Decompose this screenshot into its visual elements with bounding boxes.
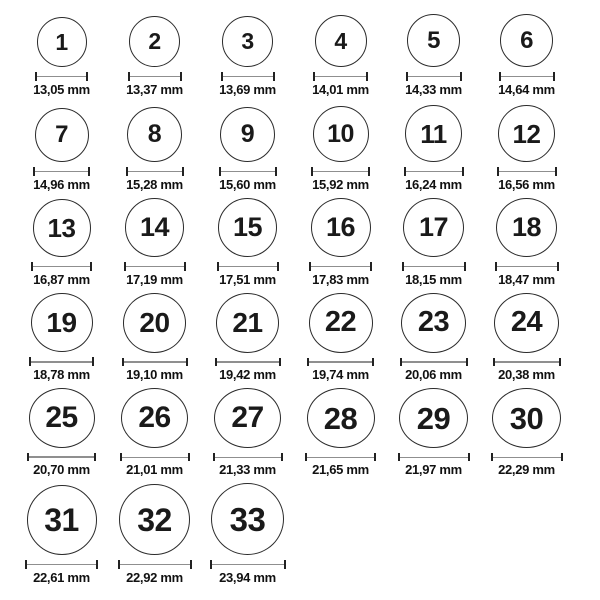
ring-size-cell [201, 198, 294, 293]
ring-size-cell [201, 8, 294, 103]
ring-circle [307, 388, 375, 448]
diameter-label: 14,01 mm [312, 82, 369, 98]
size-row [15, 483, 600, 600]
diameter-dimension-line [215, 358, 281, 367]
ring-size-number: 32 [137, 501, 172, 538]
ring-size-number: 10 [327, 119, 354, 148]
ring-size-number: 12 [512, 118, 541, 149]
ring-circle [313, 106, 369, 162]
diameter-label: 15,28 mm [126, 177, 183, 193]
ring-size-number: 1 [55, 28, 68, 55]
diameter-dimension-line [309, 262, 372, 271]
diameter-dimension-line [35, 72, 88, 81]
ring-circle [401, 293, 466, 353]
ring-circle [127, 107, 182, 162]
ring-size-cell [108, 293, 201, 388]
ring-size-number: 31 [44, 502, 79, 539]
ring-size-cell [15, 103, 108, 198]
diameter-label: 19,42 mm [219, 367, 276, 383]
diameter-label: 13,37 mm [126, 82, 183, 98]
diameter-dimension-line [124, 262, 186, 271]
diameter-dimension-line [217, 262, 279, 271]
ring-size-number: 26 [138, 401, 171, 435]
ring-circle [119, 484, 190, 555]
diameter-label: 22,92 mm [126, 570, 183, 586]
ring-size-number: 23 [417, 306, 450, 339]
diameter-label: 18,47 mm [498, 272, 555, 288]
diameter-label: 17,51 mm [219, 272, 276, 288]
ring-size-number: 6 [520, 26, 533, 54]
ring-size-cell [294, 198, 387, 293]
ring-size-cell [480, 388, 573, 483]
ring-circle [218, 198, 277, 257]
ring-size-cell [15, 388, 108, 483]
diameter-label: 21,33 mm [219, 462, 276, 478]
ring-circle [492, 388, 561, 448]
ring-circle [220, 107, 275, 162]
diameter-label: 23,94 mm [219, 570, 276, 586]
ring-size-number: 27 [231, 401, 264, 435]
diameter-dimension-line [497, 167, 557, 176]
ring-size-number: 20 [139, 306, 170, 338]
diameter-label: 18,15 mm [405, 272, 462, 288]
ring-size-cell [387, 293, 480, 388]
ring-size-number: 15 [232, 212, 263, 243]
ring-circle [311, 198, 371, 257]
ring-circle [216, 293, 279, 353]
ring-size-cell [15, 8, 108, 103]
ring-size-cell [108, 103, 201, 198]
ring-circle [123, 293, 186, 353]
ring-size-cell [15, 293, 108, 388]
diameter-label: 20,70 mm [33, 462, 90, 478]
ring-size-number: 4 [334, 27, 347, 54]
ring-size-number: 24 [510, 306, 543, 339]
ring-circle [37, 17, 87, 67]
diameter-label: 21,01 mm [126, 462, 183, 478]
diameter-dimension-line [313, 72, 368, 81]
ring-size-cell [201, 293, 294, 388]
diameter-label: 17,19 mm [126, 272, 183, 288]
ring-circle [405, 105, 462, 162]
ring-size-cell [201, 388, 294, 483]
diameter-dimension-line [219, 167, 277, 176]
ring-circle [31, 293, 93, 352]
ring-circle [494, 293, 559, 353]
diameter-label: 20,06 mm [405, 367, 462, 383]
ring-size-cell [108, 8, 201, 103]
ring-size-number: 29 [416, 400, 451, 436]
diameter-label: 19,74 mm [312, 367, 369, 383]
ring-size-cell [15, 483, 108, 600]
diameter-dimension-line [25, 560, 98, 569]
ring-size-number: 13 [47, 213, 76, 244]
diameter-label: 22,29 mm [498, 462, 555, 478]
diameter-dimension-line [128, 72, 182, 81]
diameter-label: 19,10 mm [126, 367, 183, 383]
ring-size-cell [294, 293, 387, 388]
diameter-label: 20,38 mm [498, 367, 555, 383]
diameter-dimension-line [118, 560, 192, 569]
diameter-label: 16,24 mm [405, 177, 462, 193]
ring-size-cell [387, 388, 480, 483]
ring-size-number: 18 [511, 212, 542, 243]
size-row [15, 8, 600, 103]
ring-size-number: 16 [325, 212, 356, 243]
size-row [15, 293, 600, 388]
diameter-dimension-line [29, 357, 94, 366]
diameter-label: 17,83 mm [312, 272, 369, 288]
ring-size-number: 17 [418, 212, 449, 243]
diameter-label: 15,60 mm [219, 177, 276, 193]
diameter-label: 18,78 mm [33, 367, 90, 383]
diameter-dimension-line [311, 167, 370, 176]
ring-circle [500, 14, 553, 67]
ring-circle [27, 485, 97, 555]
ring-circle [129, 16, 180, 67]
ring-circle [403, 198, 464, 257]
diameter-dimension-line [33, 167, 90, 176]
diameter-dimension-line [221, 72, 275, 81]
diameter-label: 14,64 mm [498, 82, 555, 98]
ring-size-cell [480, 293, 573, 388]
diameter-dimension-line [406, 72, 462, 81]
ring-size-cell [108, 198, 201, 293]
diameter-label: 15,92 mm [312, 177, 369, 193]
ring-circle [399, 388, 468, 448]
ring-size-number: 5 [427, 26, 440, 54]
diameter-dimension-line [495, 262, 559, 271]
ring-size-cell [480, 198, 573, 293]
ring-circle [125, 198, 184, 257]
ring-size-number: 28 [323, 400, 358, 436]
ring-size-cell [15, 198, 108, 293]
ring-size-number: 3 [241, 28, 254, 55]
ring-size-number: 9 [240, 120, 255, 149]
diameter-label: 13,69 mm [219, 82, 276, 98]
ring-circle [315, 15, 367, 67]
diameter-label: 13,05 mm [33, 82, 90, 98]
diameter-dimension-line [27, 453, 96, 461]
ring-size-number: 7 [55, 121, 68, 149]
diameter-dimension-line [404, 167, 464, 176]
ring-size-cell [108, 388, 201, 483]
diameter-dimension-line [499, 72, 555, 81]
ring-size-cell [294, 388, 387, 483]
diameter-dimension-line [400, 358, 468, 366]
ring-size-number: 2 [148, 28, 161, 55]
diameter-dimension-line [120, 453, 190, 461]
ring-size-number: 19 [46, 306, 77, 338]
ring-circle [222, 16, 273, 67]
ring-size-cell [387, 8, 480, 103]
diameter-dimension-line [398, 453, 470, 461]
diameter-label: 21,65 mm [312, 462, 369, 478]
ring-size-number: 21 [232, 306, 263, 338]
ring-size-cell [387, 198, 480, 293]
ring-circle [407, 14, 460, 67]
ring-circle [214, 388, 281, 448]
diameter-dimension-line [493, 358, 561, 366]
ring-size-number: 30 [509, 400, 544, 436]
diameter-dimension-line [31, 262, 92, 271]
size-row [15, 388, 600, 483]
diameter-dimension-line [402, 262, 466, 271]
ring-size-cell [201, 483, 294, 600]
ring-circle [309, 293, 373, 353]
ring-size-number: 33 [229, 500, 266, 538]
ring-circle [35, 108, 89, 162]
diameter-dimension-line [305, 453, 376, 461]
ring-size-cell [108, 483, 201, 600]
diameter-label: 14,33 mm [405, 82, 462, 98]
diameter-label: 22,61 mm [33, 570, 90, 586]
ring-circle [121, 388, 188, 448]
ring-size-number: 14 [139, 212, 170, 243]
diameter-dimension-line [210, 560, 286, 569]
diameter-label: 14,96 mm [33, 177, 90, 193]
ring-circle [29, 388, 95, 448]
ring-circle [498, 105, 555, 162]
size-row [15, 103, 600, 198]
ring-size-cell [480, 8, 573, 103]
ring-size-number: 8 [147, 120, 162, 149]
diameter-dimension-line [213, 453, 283, 461]
ring-size-number: 25 [45, 400, 78, 434]
diameter-dimension-line [126, 167, 184, 176]
ring-circle [496, 198, 557, 257]
diameter-label: 16,87 mm [33, 272, 90, 288]
diameter-label: 21,97 mm [405, 462, 462, 478]
diameter-dimension-line [122, 358, 188, 367]
ring-size-number: 22 [324, 306, 357, 339]
ring-size-cell [294, 8, 387, 103]
ring-size-cell [387, 103, 480, 198]
diameter-dimension-line [307, 358, 374, 366]
ring-size-cell [294, 103, 387, 198]
ring-size-cell [201, 103, 294, 198]
size-row [15, 198, 600, 293]
ring-circle [33, 199, 91, 257]
ring-size-number: 11 [420, 118, 447, 149]
diameter-dimension-line [491, 453, 563, 461]
ring-circle [211, 483, 284, 555]
ring-size-cell [480, 103, 573, 198]
diameter-label: 16,56 mm [498, 177, 555, 193]
